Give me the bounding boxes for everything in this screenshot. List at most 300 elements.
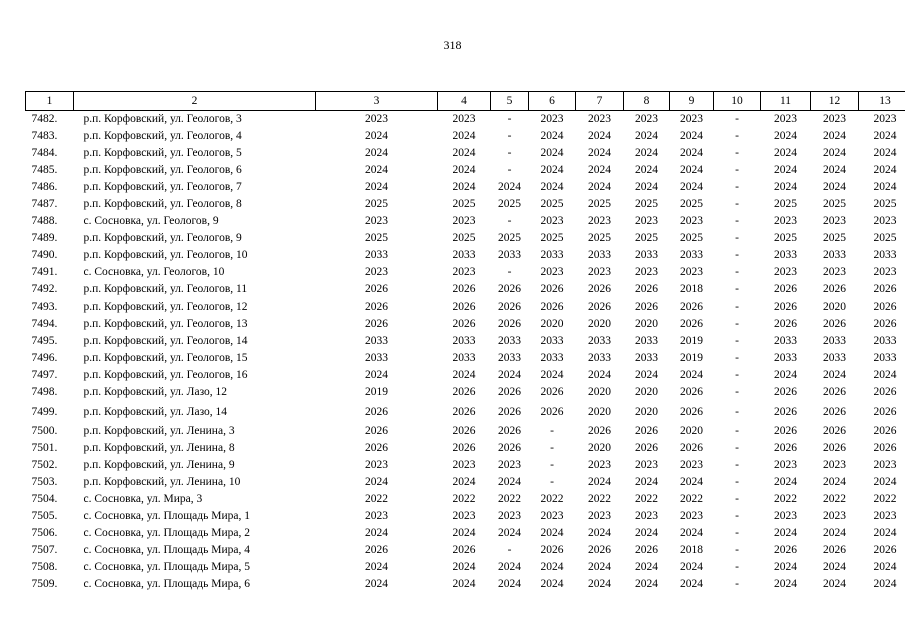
address-cell: р.п. Корфовский, ул. Ленина, 10: [83, 475, 241, 488]
year-cell: 2024: [452, 578, 476, 591]
year-cell: 2023: [873, 113, 897, 125]
address-cell: с. Сосновка, ул. Площадь Мира, 5: [83, 561, 250, 574]
year-cell: 2026: [540, 283, 564, 296]
year-cell: 2023: [873, 215, 897, 228]
year-cell: -: [507, 266, 512, 279]
year-cell: 2026: [680, 405, 703, 418]
year-cell: 2024: [680, 164, 703, 177]
year-cell: -: [735, 283, 739, 296]
year-cell: 2024: [365, 368, 388, 381]
table-row: [26, 333, 905, 350]
year-cell: 2025: [680, 198, 703, 211]
column-header: 12: [811, 92, 859, 111]
year-cell: -: [735, 424, 739, 437]
column-header: 10: [714, 92, 761, 111]
year-cell: -: [735, 351, 739, 364]
address-cell: с. Сосновка, ул. Мира, 3: [83, 492, 203, 505]
page-number: 318: [443, 38, 462, 52]
year-cell: 2024: [452, 130, 476, 143]
table-row: [26, 525, 905, 542]
year-cell: 2023: [540, 113, 564, 125]
year-cell: 2024: [365, 130, 388, 143]
year-cell: 2024: [823, 147, 846, 160]
table-row: [26, 230, 905, 247]
year-cell: 2033: [774, 249, 797, 262]
year-cell: -: [735, 334, 739, 347]
year-cell: 2033: [452, 249, 476, 262]
year-cell: -: [735, 164, 739, 177]
year-cell: 2023: [680, 510, 703, 523]
year-cell: 2026: [873, 424, 897, 437]
year-cell: 2026: [452, 424, 476, 437]
year-cell: 2025: [774, 198, 797, 211]
year-cell: 2023: [588, 215, 611, 228]
year-cell: -: [735, 561, 739, 574]
year-cell: 2024: [540, 578, 564, 591]
year-cell: 2033: [452, 351, 476, 364]
year-cell: -: [735, 544, 739, 557]
year-cell: 2026: [873, 405, 897, 418]
year-cell: 2023: [635, 215, 658, 228]
year-cell: 2024: [365, 164, 388, 177]
table-row: [26, 457, 905, 474]
year-cell: 2026: [823, 283, 846, 296]
table-row: [26, 474, 905, 491]
year-cell: -: [735, 249, 739, 262]
year-cell: -: [735, 300, 739, 313]
year-cell: 2025: [365, 198, 388, 211]
year-cell: 2033: [635, 249, 658, 262]
year-cell: 2023: [873, 510, 897, 523]
year-cell: 2025: [873, 232, 897, 245]
year-cell: 2023: [588, 266, 611, 279]
row-number-cell: 7483.: [31, 130, 58, 143]
year-cell: 2024: [823, 578, 846, 591]
year-cell: 2026: [588, 424, 611, 437]
year-cell: 2026: [452, 283, 476, 296]
table-row: [26, 247, 905, 264]
year-cell: 2026: [540, 544, 564, 557]
address-cell: р.п. Корфовский, ул. Геологов, 12: [83, 300, 248, 313]
year-cell: 2023: [498, 510, 521, 523]
year-cell: 2024: [365, 475, 388, 488]
year-cell: 2024: [498, 368, 521, 381]
address-cell: р.п. Корфовский, ул. Геологов, 8: [83, 198, 242, 211]
year-cell: 2026: [588, 544, 611, 557]
year-cell: 2025: [588, 232, 611, 245]
year-cell: 2024: [635, 475, 658, 488]
year-cell: 2026: [774, 385, 797, 398]
year-cell: 2026: [873, 317, 897, 330]
row-number-cell: 7489.: [31, 232, 58, 245]
year-cell: 2026: [680, 385, 703, 398]
year-cell: 2026: [680, 441, 703, 454]
year-cell: 2026: [873, 283, 897, 296]
year-cell: 2024: [680, 561, 703, 574]
row-number-cell: 7502.: [31, 458, 58, 471]
column-header: 1: [26, 92, 74, 111]
year-cell: 2026: [452, 385, 476, 398]
year-cell: 2026: [873, 544, 897, 557]
year-cell: 2022: [540, 492, 564, 505]
row-number-cell: 7496.: [31, 351, 58, 364]
address-cell: р.п. Корфовский, ул. Ленина, 8: [83, 441, 235, 454]
year-cell: 2020: [588, 317, 611, 330]
year-cell: 2023: [635, 113, 658, 125]
year-cell: 2033: [498, 249, 521, 262]
row-number-cell: 7501.: [31, 441, 58, 454]
year-cell: 2023: [365, 510, 388, 523]
year-cell: 2024: [540, 147, 564, 160]
row-number-cell: 7497.: [31, 368, 58, 381]
year-cell: 2020: [588, 405, 611, 418]
address-cell: р.п. Корфовский, ул. Геологов, 10: [83, 249, 248, 262]
year-cell: 2026: [498, 283, 521, 296]
column-header: 2: [74, 92, 316, 111]
table-row: [26, 508, 905, 525]
address-cell: р.п. Корфовский, ул. Геологов, 7: [83, 181, 242, 194]
year-cell: 2033: [365, 351, 388, 364]
year-cell: 2023: [823, 113, 846, 125]
table-row: [26, 491, 905, 508]
year-cell: 2023: [774, 266, 797, 279]
year-cell: 2033: [873, 351, 897, 364]
address-cell: р.п. Корфовский, ул. Ленина, 3: [83, 424, 235, 437]
year-cell: 2026: [635, 424, 658, 437]
year-cell: 2023: [823, 510, 846, 523]
year-cell: 2026: [823, 441, 846, 454]
table-row: [26, 281, 905, 298]
year-cell: 2033: [823, 351, 846, 364]
table-body: [26, 111, 905, 594]
year-cell: 2026: [588, 300, 611, 313]
year-cell: 2024: [498, 527, 521, 540]
year-cell: 2023: [635, 510, 658, 523]
address-cell: с. Сосновка, ул. Геологов, 9: [83, 215, 219, 228]
year-cell: 2025: [635, 198, 658, 211]
year-cell: 2024: [588, 164, 611, 177]
header-row: [26, 92, 905, 111]
row-number-cell: 7485.: [31, 164, 58, 177]
table-row: [26, 128, 905, 145]
table-row: [26, 299, 905, 316]
year-cell: 2024: [635, 147, 658, 160]
year-cell: 2023: [873, 458, 897, 471]
year-cell: 2026: [452, 405, 476, 418]
year-cell: 2026: [823, 424, 846, 437]
year-cell: 2024: [452, 147, 476, 160]
year-cell: 2024: [680, 147, 703, 160]
address-cell: р.п. Корфовский, ул. Ленина, 9: [83, 458, 235, 471]
address-cell: с. Сосновка, ул. Площадь Мира, 4: [83, 544, 250, 557]
year-cell: 2025: [498, 232, 521, 245]
table-row: [26, 264, 905, 281]
row-number-cell: 7486.: [31, 181, 58, 194]
year-cell: 2023: [365, 215, 388, 228]
year-cell: 2024: [823, 475, 846, 488]
year-cell: 2023: [498, 458, 521, 471]
year-cell: 2020: [588, 441, 611, 454]
year-cell: 2023: [680, 215, 703, 228]
row-number-cell: 7509.: [31, 578, 58, 591]
year-cell: -: [550, 424, 554, 437]
address-cell: р.п. Корфовский, ул. Геологов, 15: [83, 351, 248, 364]
address-cell: с. Сосновка, ул. Площадь Мира, 2: [83, 527, 250, 540]
year-cell: -: [735, 266, 739, 279]
year-cell: 2018: [680, 283, 703, 296]
year-cell: -: [735, 492, 739, 505]
row-number-cell: 7491.: [31, 266, 58, 279]
year-cell: 2024: [873, 475, 897, 488]
year-cell: 2024: [540, 164, 564, 177]
year-cell: 2024: [823, 164, 846, 177]
year-cell: 2033: [588, 249, 611, 262]
year-cell: 2024: [635, 164, 658, 177]
year-cell: 2033: [823, 249, 846, 262]
year-cell: 2026: [680, 300, 703, 313]
year-cell: 2033: [680, 249, 703, 262]
year-cell: 2024: [540, 368, 564, 381]
year-cell: -: [550, 441, 554, 454]
row-number-cell: 7505.: [31, 510, 58, 523]
year-cell: -: [735, 527, 739, 540]
table-row: [26, 162, 905, 179]
year-cell: 2026: [774, 283, 797, 296]
address-cell: с. Сосновка, ул. Геологов, 10: [83, 266, 225, 279]
year-cell: 2024: [452, 475, 476, 488]
row-number-cell: 7498.: [31, 385, 58, 398]
year-cell: 2026: [588, 283, 611, 296]
row-number-cell: 7482.: [31, 113, 58, 125]
year-cell: 2026: [774, 405, 797, 418]
year-cell: -: [550, 458, 554, 471]
year-cell: 2023: [680, 458, 703, 471]
housing-register-table: [25, 91, 905, 593]
row-number-cell: 7490.: [31, 249, 58, 262]
table-row: [26, 542, 905, 559]
row-number-cell: 7506.: [31, 527, 58, 540]
year-cell: 2024: [588, 181, 611, 194]
table-row: [26, 384, 905, 401]
year-cell: 2024: [588, 147, 611, 160]
year-cell: 2024: [680, 181, 703, 194]
year-cell: 2020: [635, 385, 658, 398]
year-cell: 2026: [452, 544, 476, 557]
year-cell: 2023: [774, 458, 797, 471]
year-cell: 2024: [774, 578, 797, 591]
year-cell: 2026: [498, 385, 521, 398]
year-cell: 2026: [635, 283, 658, 296]
year-cell: 2033: [873, 334, 897, 347]
year-cell: 2026: [452, 441, 476, 454]
table-row: [26, 350, 905, 367]
year-cell: 2024: [680, 130, 703, 143]
table-row: [26, 213, 905, 230]
table-row: [26, 145, 905, 162]
year-cell: -: [735, 113, 739, 125]
year-cell: 2033: [823, 334, 846, 347]
year-cell: 2023: [823, 266, 846, 279]
address-cell: р.п. Корфовский, ул. Геологов, 6: [83, 164, 242, 177]
year-cell: 2018: [680, 544, 703, 557]
address-cell: р.п. Корфовский, ул. Геологов, 13: [83, 317, 248, 330]
address-cell: р.п. Корфовский, ул. Геологов, 14: [83, 334, 248, 347]
year-cell: 2020: [635, 405, 658, 418]
year-cell: 2024: [635, 181, 658, 194]
year-cell: 2024: [588, 130, 611, 143]
year-cell: 2033: [498, 351, 521, 364]
year-cell: -: [507, 147, 512, 160]
year-cell: 2023: [774, 215, 797, 228]
year-cell: 2025: [774, 232, 797, 245]
year-cell: 2024: [635, 561, 658, 574]
year-cell: 2024: [680, 475, 703, 488]
year-cell: 2023: [452, 113, 476, 125]
year-cell: 2023: [365, 458, 388, 471]
year-cell: 2026: [365, 317, 388, 330]
year-cell: 2024: [365, 147, 388, 160]
year-cell: -: [507, 113, 512, 125]
year-cell: 2025: [873, 198, 897, 211]
year-cell: -: [735, 147, 739, 160]
year-cell: 2026: [498, 424, 521, 437]
year-cell: 2025: [365, 232, 388, 245]
year-cell: 2023: [774, 113, 797, 125]
column-header: 4: [438, 92, 491, 111]
year-cell: -: [735, 405, 739, 418]
year-cell: 2024: [452, 561, 476, 574]
year-cell: 2024: [873, 368, 897, 381]
row-number-cell: 7495.: [31, 334, 58, 347]
year-cell: -: [735, 385, 739, 398]
year-cell: 2024: [774, 130, 797, 143]
table-row: [26, 576, 905, 593]
year-cell: 2023: [635, 266, 658, 279]
year-cell: -: [735, 198, 739, 211]
address-cell: р.п. Корфовский, ул. Геологов, 11: [83, 283, 248, 296]
year-cell: 2023: [774, 510, 797, 523]
table-row: [26, 111, 905, 129]
year-cell: 2024: [452, 527, 476, 540]
year-cell: 2024: [680, 527, 703, 540]
year-cell: 2022: [452, 492, 476, 505]
year-cell: 2026: [365, 283, 388, 296]
year-cell: -: [735, 130, 739, 143]
year-cell: 2024: [498, 475, 521, 488]
year-cell: -: [735, 458, 739, 471]
year-cell: 2026: [873, 441, 897, 454]
year-cell: 2025: [540, 232, 564, 245]
year-cell: 2024: [873, 561, 897, 574]
address-cell: р.п. Корфовский, ул. Геологов, 9: [83, 232, 242, 245]
row-number-cell: 7507.: [31, 544, 58, 557]
year-cell: 2023: [823, 215, 846, 228]
year-cell: 2026: [635, 300, 658, 313]
column-header: 13: [859, 92, 905, 111]
year-cell: 2024: [873, 147, 897, 160]
year-cell: 2023: [540, 266, 564, 279]
year-cell: 2024: [873, 130, 897, 143]
year-cell: 2024: [774, 147, 797, 160]
year-cell: 2024: [635, 527, 658, 540]
year-cell: 2026: [774, 424, 797, 437]
year-cell: 2025: [452, 198, 476, 211]
year-cell: 2023: [873, 266, 897, 279]
year-cell: 2022: [823, 492, 846, 505]
row-number-cell: 7484.: [31, 147, 58, 160]
year-cell: 2024: [365, 561, 388, 574]
year-cell: 2026: [823, 385, 846, 398]
year-cell: 2024: [452, 164, 476, 177]
table-row: [26, 196, 905, 213]
year-cell: 2024: [774, 527, 797, 540]
year-cell: 2024: [873, 578, 897, 591]
year-cell: 2025: [823, 198, 846, 211]
table-row: [26, 316, 905, 333]
year-cell: 2024: [452, 368, 476, 381]
row-number-cell: 7499.: [31, 405, 58, 418]
year-cell: -: [735, 578, 739, 591]
year-cell: 2026: [774, 544, 797, 557]
year-cell: 2020: [680, 424, 703, 437]
year-cell: 2024: [365, 578, 388, 591]
year-cell: 2022: [588, 492, 611, 505]
column-header: 9: [670, 92, 714, 111]
year-cell: 2026: [452, 317, 476, 330]
year-cell: 2033: [873, 249, 897, 262]
year-cell: -: [507, 215, 512, 228]
year-cell: 2022: [635, 492, 658, 505]
year-cell: 2020: [588, 385, 611, 398]
table-row: [26, 423, 905, 440]
year-cell: 2026: [873, 385, 897, 398]
year-cell: 2023: [823, 458, 846, 471]
year-cell: 2024: [588, 561, 611, 574]
year-cell: 2023: [680, 266, 703, 279]
address-cell: р.п. Корфовский, ул. Геологов, 3: [83, 113, 242, 125]
year-cell: -: [735, 510, 739, 523]
year-cell: 2022: [774, 492, 797, 505]
year-cell: 2024: [540, 181, 564, 194]
row-number-cell: 7492.: [31, 283, 58, 296]
year-cell: 2026: [823, 317, 846, 330]
year-cell: -: [735, 441, 739, 454]
year-cell: 2033: [540, 351, 564, 364]
row-number-cell: 7508.: [31, 561, 58, 574]
address-cell: р.п. Корфовский, ул. Лазо, 14: [83, 405, 228, 418]
year-cell: 2024: [774, 475, 797, 488]
year-cell: -: [735, 215, 739, 228]
year-cell: 2024: [823, 181, 846, 194]
year-cell: 2033: [635, 351, 658, 364]
address-cell: с. Сосновка, ул. Площадь Мира, 6: [83, 578, 250, 591]
year-cell: 2020: [540, 317, 564, 330]
year-cell: 2025: [635, 232, 658, 245]
year-cell: 2024: [873, 181, 897, 194]
column-header: 5: [491, 92, 529, 111]
year-cell: 2023: [588, 458, 611, 471]
row-number-cell: 7493.: [31, 300, 58, 313]
year-cell: 2024: [365, 527, 388, 540]
year-cell: 2026: [680, 317, 703, 330]
year-cell: 2024: [498, 578, 521, 591]
row-number-cell: 7503.: [31, 475, 58, 488]
year-cell: 2024: [635, 578, 658, 591]
year-cell: 2020: [823, 300, 846, 313]
year-cell: -: [735, 232, 739, 245]
year-cell: 2024: [823, 527, 846, 540]
year-cell: 2023: [540, 215, 564, 228]
